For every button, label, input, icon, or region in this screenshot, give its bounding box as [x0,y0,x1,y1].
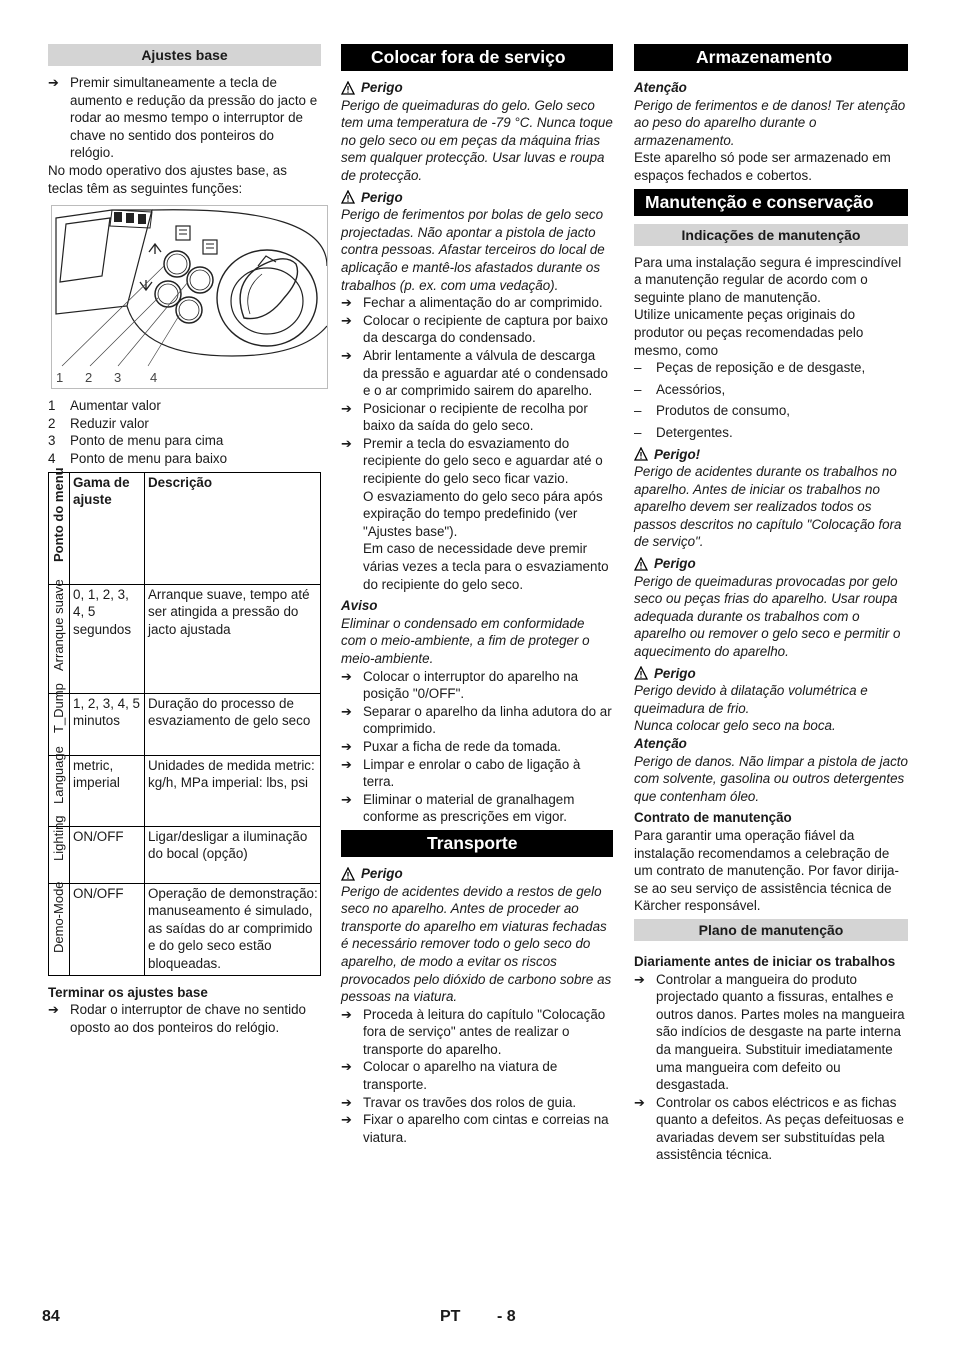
table-header-cell: Gama de ajuste [70,472,145,584]
arrow-icon: ➔ [341,400,352,416]
arrow-icon: ➔ [634,1094,645,1110]
warning-label: Perigo [341,189,613,207]
step: ➔ Colocar o interruptor do aparelho na posição "0/OFF". [341,668,579,702]
warning-icon [341,190,355,204]
subsection-heading-plano: Plano de manutenção [634,919,908,941]
arrow-icon: ➔ [341,347,352,363]
warning-label: Perigo [634,555,908,573]
step: ➔ Eliminar o material de granalhagem conforme as prescrições em vigor. [341,791,575,825]
arrow-icon: ➔ [341,756,352,772]
legend-item: 4 Ponto de menu para baixo [48,450,228,466]
table-row: Demo-Mode ON/OFF Operação de demonstração: manuseamento é simulado, as saídas do ar comprimido e do gelo seco estão bloqueadas. [49,883,321,975]
arrow-icon: ➔ [341,791,352,807]
column-left [48,44,321,1036]
list-item: – Produtos de consumo, [634,403,790,419]
arrow-icon: ➔ [341,312,352,328]
warning-icon [341,81,355,95]
arrow-icon: ➔ [341,295,352,311]
list-item: – Acessórios, [634,381,726,397]
column-middle: Colocar fora de serviço Perigo Perigo de queimaduras do gelo. Gelo seco tem uma temperatura de -79 °C. Nunca toque no gelo seco ou em peças da máquina frias sem qualquer protecção. Usar luvas e roupa de protecção. Perigo Perigo de ferimentos por bolas de gelo seco projectadas. Não apontar a pistola de jacto contra pessoas. Afastar terceiros do local de aplicação e mantê-los afastados durante os trabalhos (p. ex. com uma vedação). ➔ Fechar a alimentação do ar comprimido. ➔ Colocar o recipiente de captura por baixo da descarga do condensado. ➔ Abrir lentamente a válvula de descarga da pressão e aguardar até o condensado e o ar comprimido sairem do aparelho. ➔ Posicionar o recipiente de recolha por baixo da saída do gelo seco. ➔ Premir a tecla do esvaziamento do recipiente do gelo seco e aguardar até o recipiente do gelo seco ficar vazio. O esvaziamento do gelo seco pára após expiração do tempo predefinido (ver "Ajustes base"). Em caso de necessidade deve premir várias vezes a tecla para o esvaziamento do recipiente do gelo seco. Aviso Eliminar o condensado em conformidade com o meio-ambiente, a fim de proteger o meio-ambiente. ➔ Colocar o interruptor do aparelho na posição "0/OFF". ➔ Separar o aparelho da linha adutora do ar comprimido. ➔ Puxar a ficha de rede da tomada. ➔ Limpar e enrolar o cabo de ligação à terra. ➔ Eliminar o material de granalhagem conforme as prescrições em vigor. Transporte Perigo Perigo de acidentes devido a restos de gelo seco no aparelho. Antes de proceder ao transporte do aparelho em viaturas fechadas é necessário remover todo o gelo seco do aparelho, de modo a evitar os riscos provocados pelo dióxido de carbono sobre as pessoas na viatura. ➔ Proceda à leitura do capítulo "Colocação fora de serviço" antes de realizar o transporte do aparelho. ➔ Colocar o aparelho na viatura de transporte. ➔ Travar os travões dos rolos de guia. ➔ Fixar o aparelho com cintas e correias na viatura. [341,44,613,1146]
arrow-icon: ➔ [341,1006,352,1022]
step: ➔ Posicionar o recipiente de recolha por baixo da saída do gelo seco. [341,400,588,434]
table-row: Lighting ON/OFF Ligar/desligar a iluminação do bocal (opção) [49,826,321,883]
figure-label-2: 2 [85,370,93,386]
warning-icon [341,867,355,881]
warning-label: Perigo! [634,446,908,464]
attention-label: Atenção [634,80,687,95]
warning-icon [634,557,648,571]
warning-icon [634,666,648,680]
warning-icon [634,447,648,461]
arrow-icon: ➔ [341,1059,352,1075]
arrow-icon: ➔ [48,75,59,90]
step: ➔ Fixar o aparelho com cintas e correias na viatura. [341,1112,609,1145]
arrow-icon: ➔ [341,738,352,754]
step: ➔ Fechar a alimentação do ar comprimido. [341,295,603,311]
paragraph: No modo operativo dos ajustes base, as teclas têm as seguintes funções: [48,162,287,196]
warning-label: Perigo [341,79,613,97]
figure-legend [48,397,321,467]
column-right: Armazenamento Atenção Perigo de ferimentos e de danos! Ter atenção ao peso do aparelho durante o armazenamento. Este aparelho só pode ser armazenado em espaços fechados e cobertos. Manutenção e conservação Indicações de manutenção Para uma instalação segura é imprescindível a manutenção regular de acordo com o seguinte plano de manutenção. Utilize unicamente peças originais do produtor ou peças recomendadas pelo mesmo, como – Peças de reposição e de desgaste, – Acessórios, – Produtos de consumo, – Detergentes. Perigo! Perigo de acidentes durante os trabalhos no aparelho. Antes de iniciar os trabalhos no aparelho devem ser realizados todos os passos descritos no capítulo "Colocação fora de serviço". Perigo Perigo de queimaduras provocadas por gelo seco ou peças frias do aparelho. Usar roupa adequada durante os trabalhos com o aparelho ou remover o gelo seco e permitir o aquecimento do aparelho. Perigo Perigo devido à dilatação volumétrica e queimadura de frio. Nunca colocar gelo seco na boca. Atenção Perigo de danos. Não limpar a pistola de jacto com solvente, gasolina ou outros detergentes que contenham óleo. Contrato de manutenção Para garantir uma operação fiável da instalação recomendamos a celebração de um contrato de manutenção. Por favor dirija-se ao seu serviço de assistência técnica de Kärcher responsável. Plano de manutenção Diariamente antes de iniciar os trabalhos ➔ Controlar a mangueira do produto projectado quanto a fissuras, entalhes e outros danos. Partes moles na mangueira são indícios de desgaste na parte interna da mangueira. Substituir imediatamente uma mangueira com defeito ou desgastada. ➔ Controlar os cabos eléctricos e as fichas quanto a defeitos. As peças defeituosas e avariadas devem ser substituídas pela assistência técnica. [634,44,908,1164]
step: ➔ Puxar a ficha de rede da tomada. [341,738,562,754]
language-code: PT [440,1308,461,1325]
section-heading-manutencao: Manutenção e conservação [634,189,908,216]
arrow-icon: ➔ [341,668,352,684]
section-heading-armazenamento: Armazenamento [634,44,908,71]
step: ➔ Controlar os cabos eléctricos e as fichas quanto a defeitos. As peças defeituosas e avariadas devem ser substituídas pela assistência técnica. [634,1094,904,1163]
step: ➔ Colocar o aparelho na viatura de transporte. [341,1059,558,1093]
list-item: – Peças de reposição e de desgaste, [634,360,866,376]
figure-label-1: 1 [56,370,64,386]
step: ➔ Premir a tecla do esvaziamento do recipiente do gelo seco e aguardar até o recipiente do gelo seco ficar vazio. [341,435,603,487]
arrow-icon: ➔ [341,703,352,719]
table-header-cell: Descrição [145,472,321,584]
step: ➔ Separar o aparelho da linha adutora do ar comprimido. [341,703,612,737]
subheading-contrato: Contrato de manutenção [634,810,792,826]
step: ➔ Abrir lentamente a válvula de descarga da pressão e aguardar até o condensado e o ar comprimido sairem do aparelho. [341,347,608,399]
step: ➔ Rodar o interruptor de chave no sentido oposto ao dos ponteiros do relógio. [48,1002,306,1035]
arrow-icon: ➔ [341,435,352,451]
sub-page-number: - 8 [497,1308,516,1325]
step: ➔ Premir simultaneamente a tecla de aumento e redução da pressão do jacto e rodar ao mesmo tempo o interruptor de chave no sentido dos ponteiros do relógio. [48,75,318,161]
legend-item: 2 Reduzir valor [48,415,149,431]
settings-table [48,467,321,976]
step: ➔ Controlar a mangueira do produto projectado quanto a fissuras, entalhes e outros danos. Partes moles na mangueira são indícios de desgaste na parte interna da mangueira. Substituir imediatamente uma mangueira com defeito ou desgastada. [634,971,905,1093]
arrow-icon: ➔ [341,1094,352,1110]
warning-label: Perigo [341,865,613,883]
warning-label: Perigo [634,665,908,683]
subheading-terminar: Terminar os ajustes base [48,984,208,1000]
table-row: T_Dump 1, 2, 3, 4, 5 minutos Duração do processo de esvaziamento de gelo seco [49,693,321,755]
section-heading-ajustes-base: Ajustes base [48,44,321,66]
figure-label-3: 3 [114,370,122,386]
control-panel-drawing [52,206,327,388]
table-row: Language metric, imperial Unidades de medida metric: kg/h, MPa imperial: lbs, psi [49,755,321,826]
arrow-icon: ➔ [341,1112,352,1128]
legend-item: 1 Aumentar valor [48,398,161,414]
step: ➔ Limpar e enrolar o cabo de ligação à terra. [341,756,581,790]
section-heading-colocar-fora: Colocar fora de serviço [341,44,613,71]
attention-label: Atenção [634,736,687,751]
control-panel-figure [51,205,328,389]
figure-label-4: 4 [150,370,158,386]
table-header-cell: Ponto do menu [49,472,70,584]
page-number: 84 [42,1308,60,1325]
arrow-icon: ➔ [48,1002,59,1018]
notice-label: Aviso [341,598,378,614]
table-row: Arranque suave 0, 1, 2, 3, 4, 5 segundos Arranque suave, tempo até ser atingida a pressão do jacto ajustada [49,584,321,693]
subsection-heading-indicacoes: Indicações de manutenção [634,224,908,246]
legend-item: 3 Ponto de menu para cima [48,433,224,449]
list-item: – Detergentes. [634,424,733,440]
step: ➔ Colocar o recipiente de captura por baixo da descarga do condensado. [341,312,608,346]
step: ➔ Travar os travões dos rolos de guia. [341,1094,577,1110]
subheading-diariamente: Diariamente antes de iniciar os trabalhos [634,953,896,969]
step: ➔ Proceda à leitura do capítulo "Colocação fora de serviço" antes de realizar o transporte do aparelho. [341,1006,606,1057]
arrow-icon: ➔ [634,971,645,987]
table-header-row [49,472,321,584]
section-heading-transporte: Transporte [341,830,613,857]
